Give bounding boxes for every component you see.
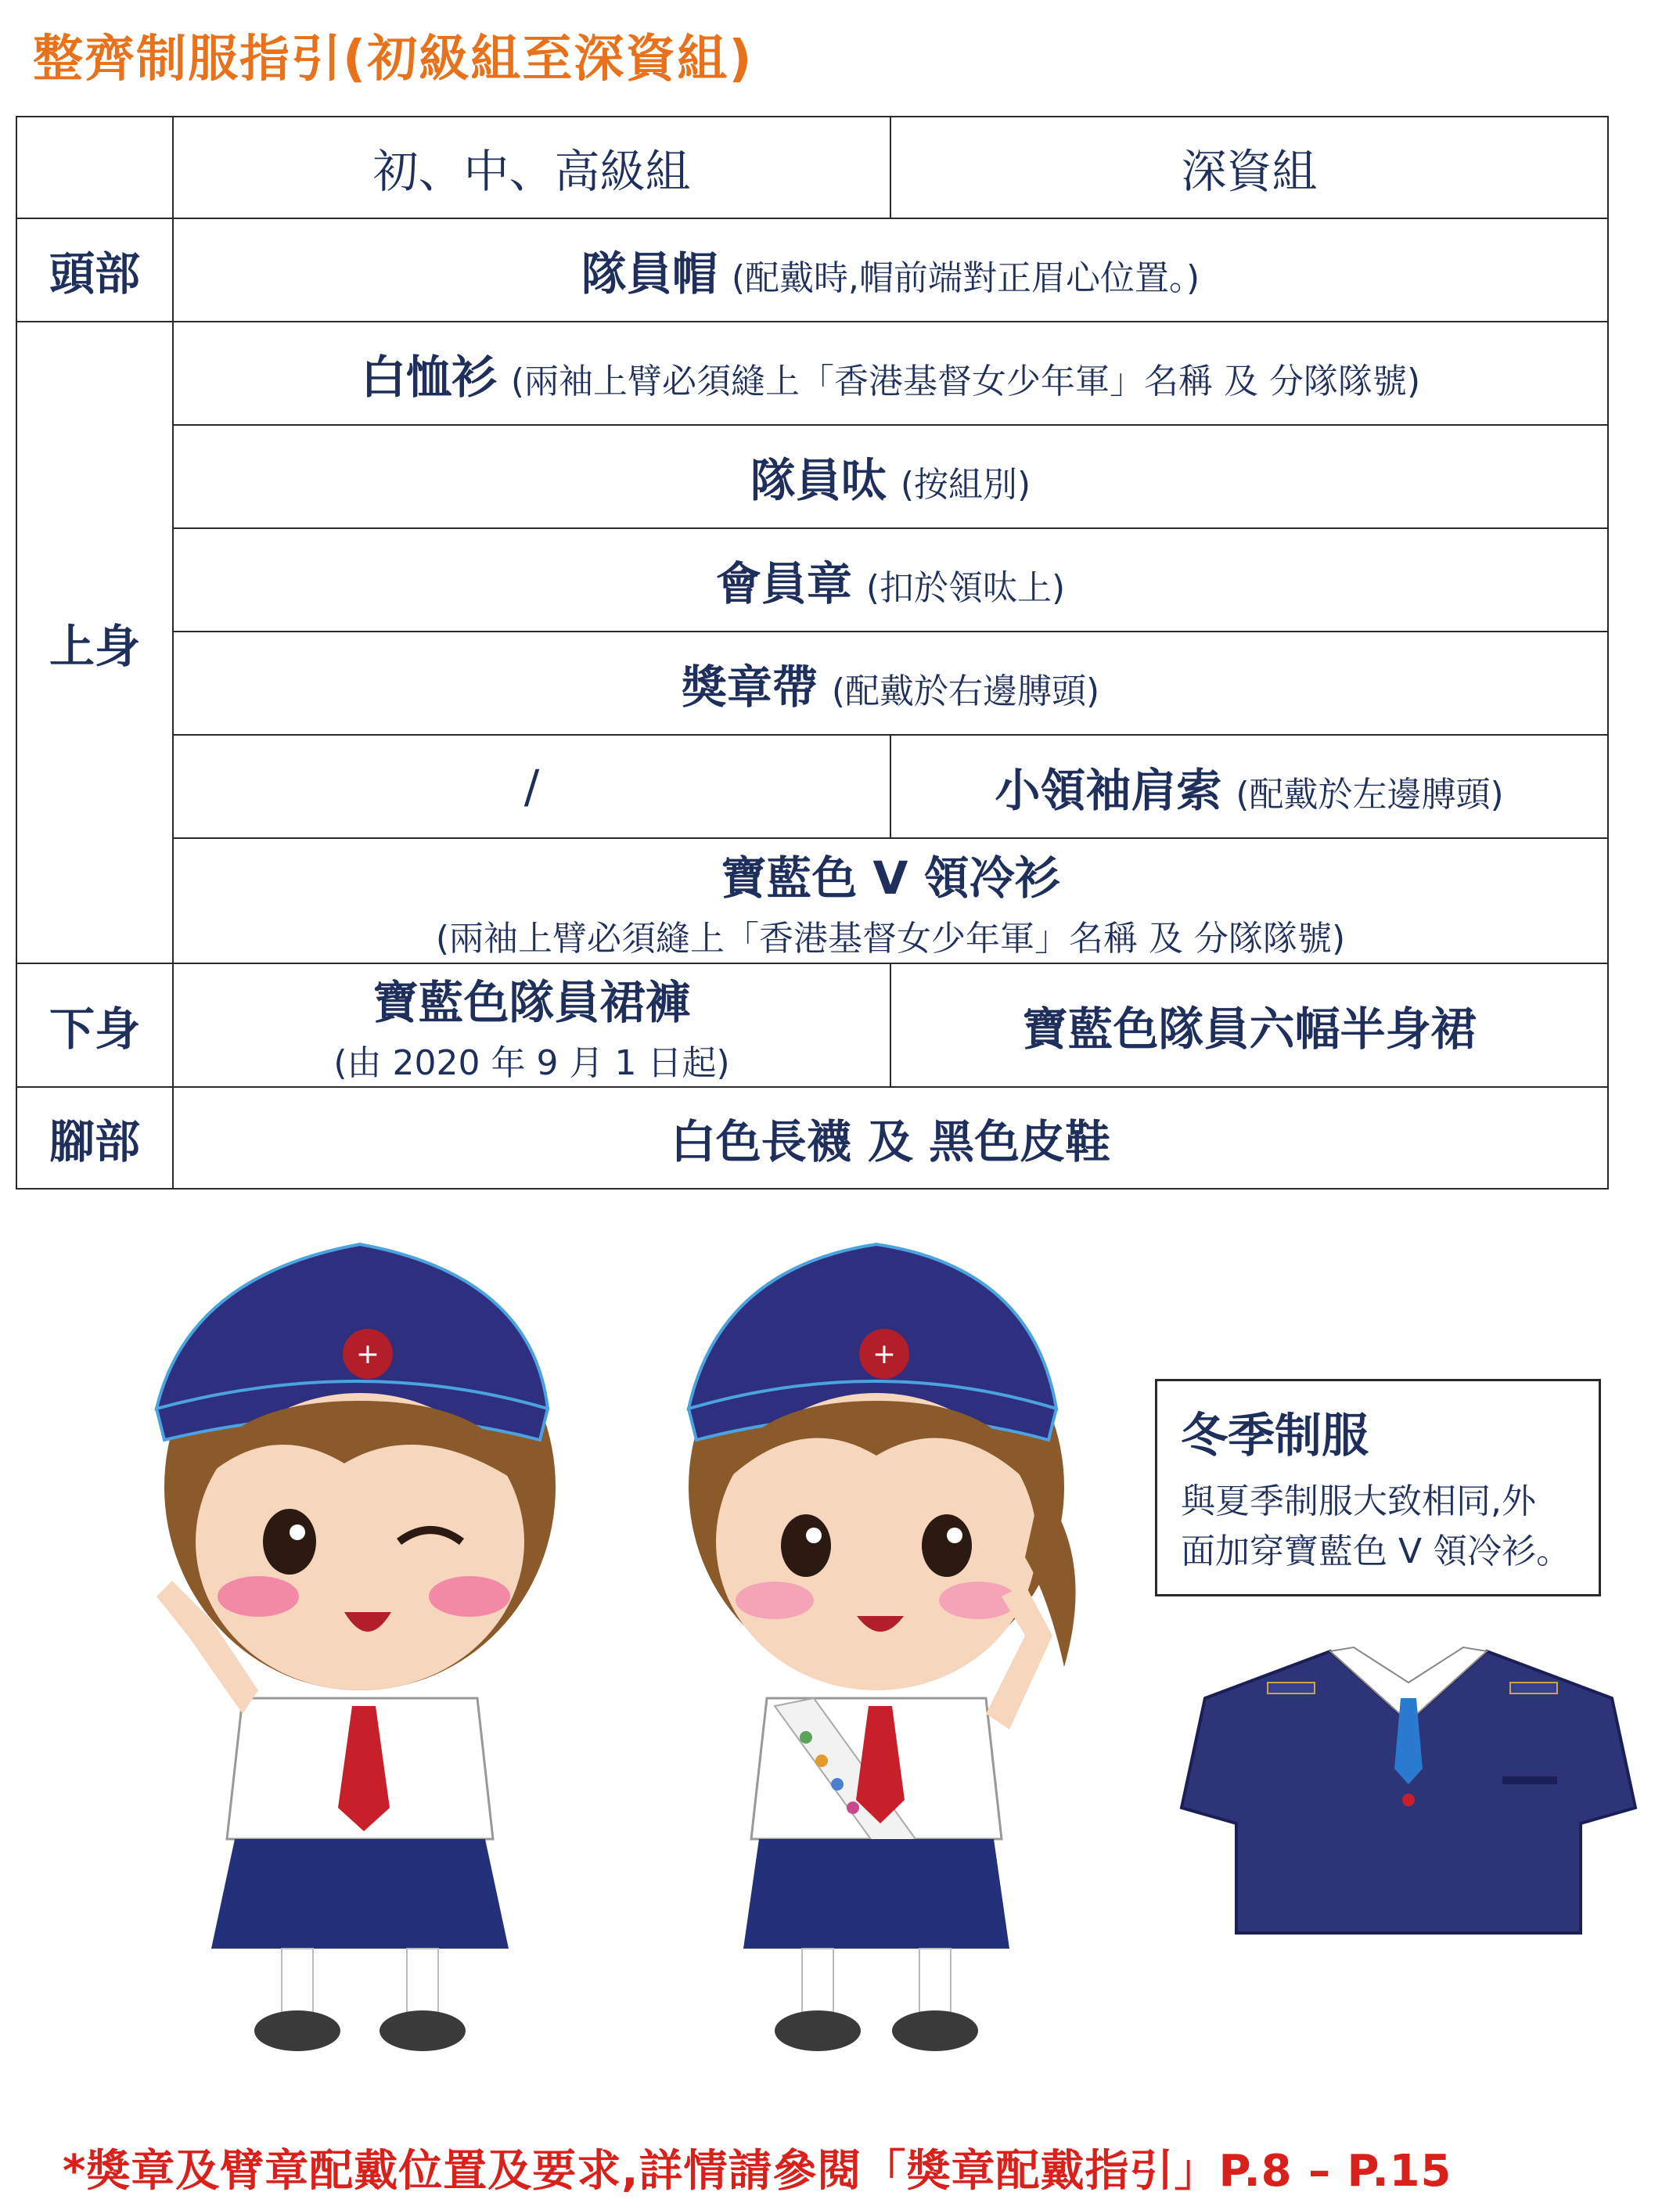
winter-desc-line2: 面加穿寶藍色 V 領冷衫。 — [1181, 1532, 1571, 1571]
item-socks-shoes: 白色長襪 及 黑色皮鞋 — [670, 1115, 1111, 1168]
footer-note: *獎章及臂章配戴位置及要求,詳情請參閱「獎章配戴指引」P.8 – P.15 — [63, 2146, 1452, 2197]
row-lower — [16, 963, 1608, 1087]
note-lanyard: (配戴於左邊膊頭) — [1236, 775, 1504, 815]
row-label-upper: 上身 — [16, 322, 173, 963]
col-header-senior: 深資組 — [890, 117, 1608, 218]
item-tie: 隊員呔 — [750, 454, 887, 507]
note-culottes: (由 2020 年 9 月 1 日起) — [333, 1043, 730, 1083]
row-upper-tie — [16, 425, 1608, 528]
sweater-illustration — [1174, 1636, 1643, 1949]
cell-sweater — [173, 838, 1608, 963]
svg-text:+: + — [872, 1338, 897, 1370]
cell-sash — [173, 632, 1608, 735]
item-lanyard: 小領袖肩索 — [995, 764, 1222, 817]
item-cap: 隊員帽 — [581, 247, 718, 301]
item-shirt: 白恤衫 — [360, 351, 497, 404]
row-feet — [16, 1087, 1608, 1189]
cell-lanyard-junior: / — [173, 735, 890, 838]
note-sash: (配戴於右邊膊頭) — [831, 671, 1100, 711]
page-title: 整齊制服指引(初級組至深資組) — [33, 31, 754, 88]
cell-lower-senior — [890, 963, 1608, 1087]
item-culottes: 寶藍色隊員裙褲 — [372, 976, 691, 1029]
cell-tie — [173, 425, 1608, 528]
row-upper-shirt — [16, 322, 1608, 425]
svg-text:+: + — [355, 1338, 380, 1370]
cell-feet — [173, 1087, 1608, 1189]
corner-cell — [16, 117, 173, 218]
row-label-head: 頭部 — [16, 218, 173, 322]
table-header-row — [16, 117, 1608, 218]
item-badge: 會員章 — [715, 557, 852, 610]
cell-lanyard-senior — [890, 735, 1608, 838]
row-upper-lanyard — [16, 735, 1608, 838]
item-skirt: 寶藍色隊員六幅半身裙 — [1022, 1002, 1477, 1056]
note-tie: (按組別) — [900, 465, 1031, 505]
cell-lower-junior — [173, 963, 890, 1087]
item-sweater: 寶藍色 V 領冷衫 — [721, 851, 1060, 905]
row-upper-sweater — [16, 838, 1608, 963]
row-upper-badge — [16, 528, 1608, 632]
row-label-lower: 下身 — [16, 963, 173, 1087]
winter-title: 冬季制服 — [1181, 1409, 1369, 1463]
item-sash: 獎章帶 — [681, 660, 818, 714]
note-badge: (扣於領呔上) — [865, 568, 1066, 608]
col-header-junior: 初、中、高級組 — [173, 117, 890, 218]
row-upper-sash — [16, 632, 1608, 735]
junior-girl-illustration — [141, 1229, 579, 2058]
note-cap: (配戴時,帽前端對正眉心位置。) — [731, 258, 1200, 298]
cell-shirt — [173, 322, 1608, 425]
winter-desc-line1: 與夏季制服大致相同,外 — [1181, 1481, 1536, 1521]
note-sweater: (兩袖上臂必須縫上「香港基督女少年軍」名稱 及 分隊隊號) — [435, 919, 1346, 959]
note-shirt: (兩袖上臂必須縫上「香港基督女少年軍」名稱 及 分隊隊號) — [510, 362, 1421, 401]
winter-uniform-box — [1155, 1379, 1601, 1596]
row-head — [16, 218, 1608, 322]
senior-girl-illustration — [657, 1229, 1095, 2058]
uniform-table — [16, 116, 1609, 1190]
winter-description — [1181, 1477, 1575, 1577]
row-label-feet: 腳部 — [16, 1087, 173, 1189]
cell-cap — [173, 218, 1608, 322]
cell-badge — [173, 528, 1608, 632]
